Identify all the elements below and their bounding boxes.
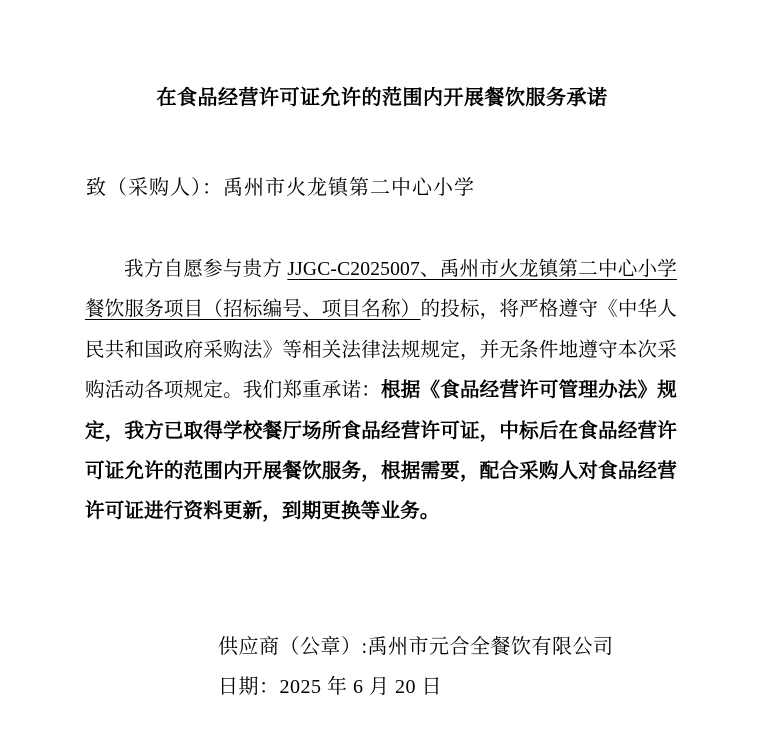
date-line: 日期：2025 年 6 月 20 日 <box>218 676 442 699</box>
addressee-line: 致（采购人）：禹州市火龙镇第二中心小学 <box>86 177 475 199</box>
project-number-underlined-text: JJGC-C2025007、禹州市火龙镇第二中心小学餐饮服务项目（招标编号、项目名称） <box>85 259 677 321</box>
signature-block <box>218 627 614 708</box>
body-paragraph <box>85 250 677 533</box>
document-title: 在食品经营许可证允许的范围内开展餐饮服务承诺 <box>156 87 608 109</box>
paragraph-middle-text: 的投标，将严格遵守《中华人民共和国政府采购法》等相关法律法规规定，并无条件地遵守本次采购活动各项规定。我们郑重承诺： <box>85 299 677 402</box>
commitment-bold-text: 根据《食品经营许可管理办法》规定，我方已取得学校餐厅场所食品经营许可证，中标后在食品经营许可证允许的范围内开展餐饮服务，根据需要，配合采购人对食品经营许可证进行资料更新，到期更换等业务。 <box>85 380 677 523</box>
paragraph-lead-text: 我方自愿参与贵方 <box>124 259 288 280</box>
supplier-signature-line: 供应商（公章）:禹州市元合全餐饮有限公司 <box>218 636 614 658</box>
